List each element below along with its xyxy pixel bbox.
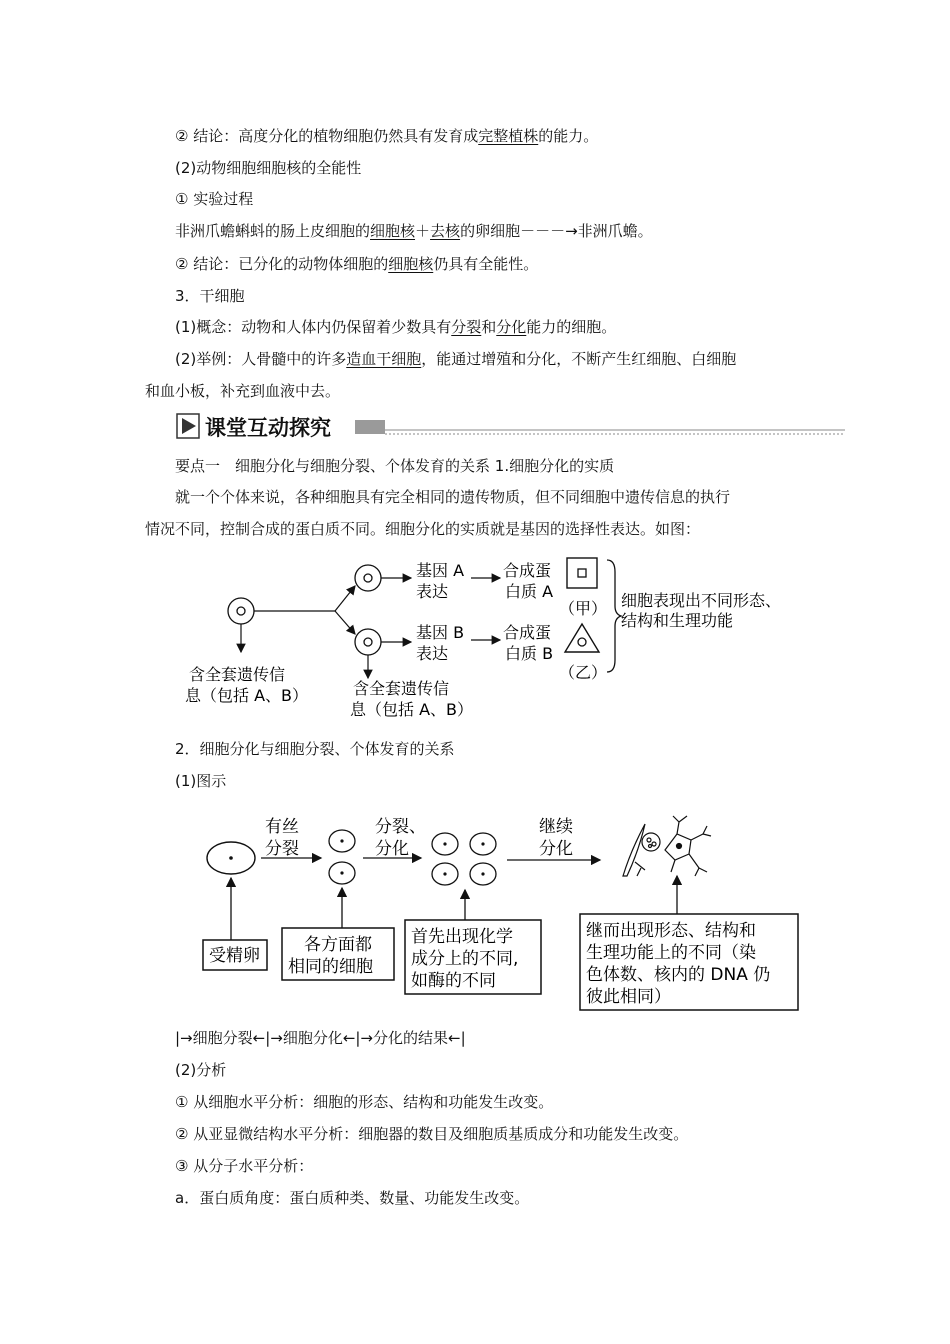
- relation-heading: 2．细胞分化与细胞分裂、个体发育的关系: [175, 740, 455, 758]
- cell-yi: [565, 624, 599, 652]
- arrow2-label: 分裂、: [375, 817, 426, 837]
- jia-label: （甲）: [559, 599, 608, 618]
- left-cell-label: 含全套遗传信: [189, 665, 286, 684]
- arrow1-label-2: 分裂: [265, 839, 299, 859]
- chemical-label-3: 如酶的不同: [411, 971, 496, 991]
- stem-cell-example-cont: 和血小板，补充到血液中去。: [145, 382, 341, 400]
- morphology-label-3: 色体数、核内的 DNA 仍: [586, 965, 771, 985]
- arrow3-label-2: 分化: [539, 839, 573, 859]
- experiment-process-heading: ① 实验过程: [175, 190, 254, 208]
- stem-cell-heading: 3．干细胞: [175, 287, 245, 305]
- cell-top: [355, 565, 381, 591]
- analysis-cell-level: ① 从细胞水平分析：细胞的形态、结构和功能发生改变。: [175, 1093, 554, 1111]
- gene-a-expr: 表达: [416, 582, 449, 601]
- left-cell-label-2: 息（包括 A、B）: [185, 686, 309, 705]
- gene-b-expr: 表达: [416, 644, 449, 663]
- result-label-2: 结构和生理功能: [621, 611, 734, 630]
- same-cells-label-2: 相同的细胞: [288, 957, 373, 977]
- diagram-heading: (1)图示: [175, 772, 227, 790]
- zygote-label: 受精卵: [209, 946, 260, 966]
- stem-cell-concept: (1)概念：动物和人体内仍保留着少数具有分裂和分化能力的细胞。: [175, 318, 617, 336]
- morphology-label-4: 彼此相同）: [586, 987, 671, 1007]
- same-cells-label: 各方面都: [304, 935, 372, 955]
- essence-paragraph-cont: 情况不同，控制合成的蛋白质不同。细胞分化的实质就是基因的选择性表达。如图：: [145, 520, 701, 538]
- arrow2-label-2: 分化: [375, 839, 409, 859]
- chemical-label: 首先出现化学: [411, 927, 513, 947]
- origin-cell: [228, 598, 254, 624]
- protein-b-label-2: 白质 B: [505, 644, 554, 663]
- development-diagram: [195, 810, 805, 1016]
- morphology-label: 继而出现形态、结构和: [586, 921, 756, 941]
- conclusion-animal: ② 结论：已分化的动物体细胞的细胞核仍具有全能性。: [175, 255, 539, 273]
- cell-bottom: [355, 629, 381, 655]
- protein-b-label: 合成蛋: [503, 623, 552, 642]
- analysis-submicro-level: ② 从亚显微结构水平分析：细胞器的数目及细胞质基质成分和功能发生改变。: [175, 1125, 689, 1143]
- gene-expression-diagram: [175, 548, 835, 724]
- result-label: 细胞表现出不同形态、: [621, 591, 782, 610]
- protein-a-label: 合成蛋: [503, 561, 552, 580]
- gene-a-label: 基因 A: [416, 561, 465, 580]
- arrow1-label: 有丝: [265, 817, 299, 837]
- analysis-heading: (2)分析: [175, 1061, 227, 1079]
- gene-b-label: 基因 B: [416, 623, 465, 642]
- animal-nucleus-heading: (2)动物细胞细胞核的全能性: [175, 159, 362, 177]
- section-banner: [175, 408, 847, 444]
- two-cells: [329, 830, 355, 884]
- chemical-label-2: 成分上的不同,: [411, 949, 519, 969]
- yi-label: （乙）: [559, 663, 608, 682]
- four-cells: [432, 833, 496, 885]
- analysis-molecular-level: ③ 从分子水平分析：: [175, 1157, 314, 1175]
- protein-a-label-2: 白质 A: [505, 582, 554, 601]
- key-point-1: 要点一 细胞分化与细胞分裂、个体发育的关系 1.细胞分化的实质: [175, 457, 615, 475]
- essence-paragraph: 就一个个体来说，各种细胞具有完全相同的遗传物质，但不同细胞中遗传信息的执行: [175, 488, 731, 506]
- differentiated-cells: [623, 816, 711, 876]
- zygote-cell: [207, 842, 255, 874]
- diagram-legend: |→细胞分裂←|→细胞分化←|→分化的结果←|: [175, 1029, 466, 1047]
- protein-angle: a．蛋白质角度：蛋白质种类、数量、功能发生改变。: [175, 1189, 530, 1207]
- arrow3-label: 继续: [539, 817, 573, 837]
- brace: [607, 560, 621, 672]
- section-title: 课堂互动探究: [205, 416, 331, 440]
- experiment-description: 非洲爪蟾蝌蚪的肠上皮细胞的细胞核＋去核的卵细胞－－－→非洲爪蟾。: [175, 222, 653, 240]
- bottom-cell-label-2: 息（包括 A、B）: [350, 700, 474, 719]
- bottom-cell-label: 含全套遗传信: [353, 679, 450, 698]
- banner-graphic: [175, 408, 847, 444]
- morphology-label-2: 生理功能上的不同（染: [586, 943, 756, 963]
- stem-cell-example: (2)举例：人骨髓中的许多造血干细胞，能通过增殖和分化，不断产生红细胞、白细胞: [175, 350, 737, 368]
- conclusion-plant: ② 结论：高度分化的植物细胞仍然具有发育成完整植株的能力。: [175, 127, 599, 145]
- cell-jia: [567, 558, 597, 588]
